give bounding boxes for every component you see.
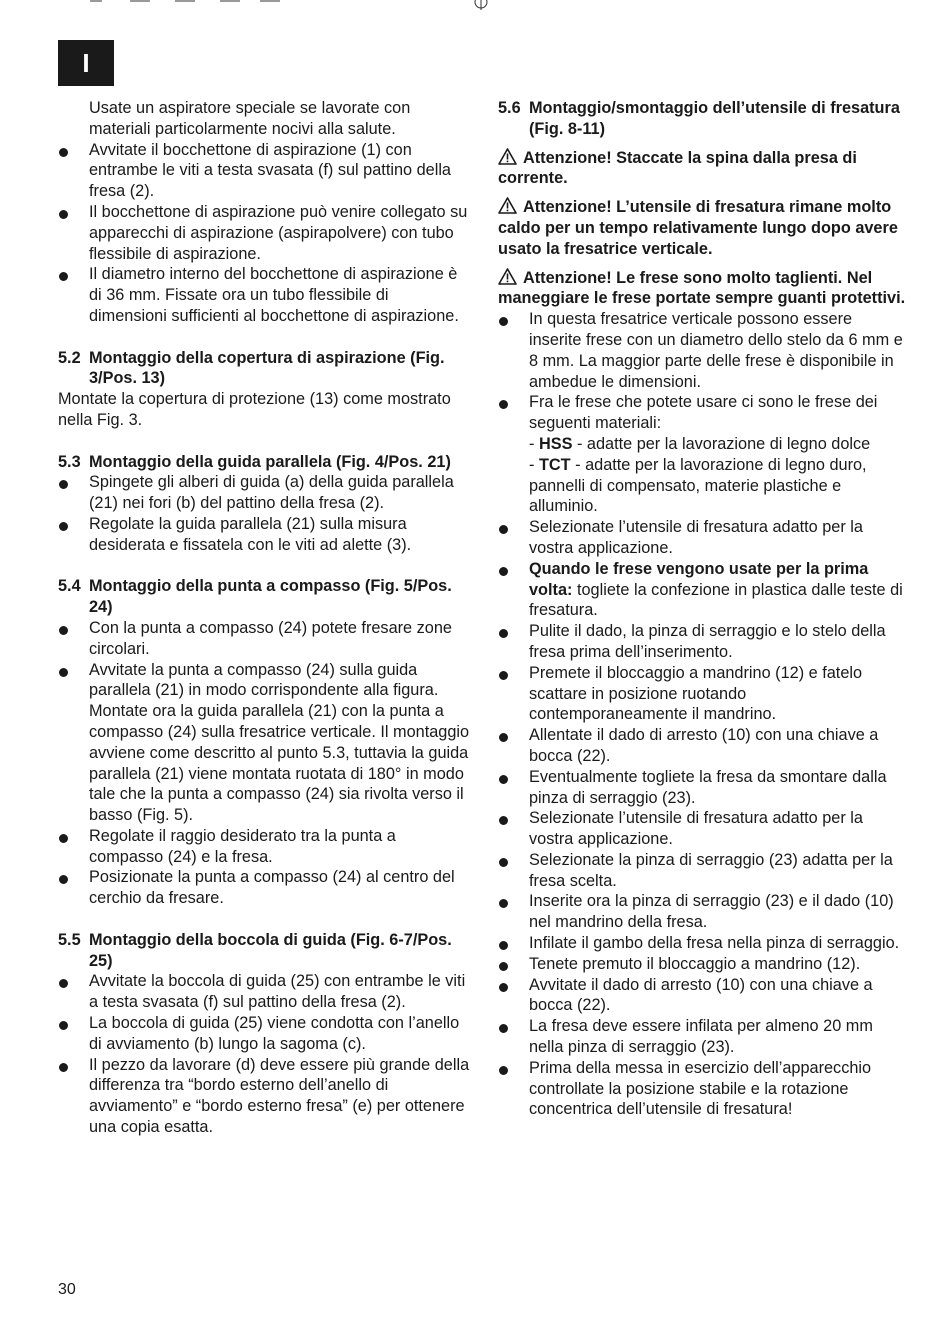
list-item-text: togliete la confezione in plastica dalle teste di fresatura. bbox=[529, 580, 903, 620]
list-item: Pulite il dado, la pinza di serraggio e lo stelo della fresa prima dell’inserimento. bbox=[498, 621, 906, 663]
intro-text: Usate un aspiratore speciale se lavorate con materiali particolarmente nocivi alla salute. bbox=[89, 99, 411, 138]
section-heading-5-6 bbox=[498, 98, 906, 140]
list-item: Premete il bloccaggio a mandrino (12) e fatelo scattare in posizione ruotando contemporaneamente il mandrino. bbox=[498, 663, 906, 725]
warning-text: Attenzione! Le frese sono molto taglienti. Nel maneggiare le frese portate sempre guanti protettivi. bbox=[498, 268, 906, 308]
tct-text: - adatte per la lavorazione di legno duro, pannelli di compensato, materie plastiche e alluminio. bbox=[529, 455, 867, 516]
list-item: Selezionate l’utensile di fresatura adatto per la vostra applicazione. bbox=[498, 808, 906, 850]
section-number: 5.5 bbox=[58, 930, 81, 949]
section-title: Montaggio della punta a compasso (Fig. 5/Pos. 24) bbox=[89, 577, 452, 617]
section-heading-5-3 bbox=[58, 452, 470, 473]
section-heading-5-4 bbox=[58, 576, 470, 618]
list-item bbox=[498, 559, 906, 621]
warning-note bbox=[498, 148, 906, 190]
list-item: Infilate il gambo della fresa nella pinza di serraggio. bbox=[498, 933, 906, 954]
warning-triangle-icon bbox=[498, 148, 517, 165]
list-item: Allentate il dado di arresto (10) con una chiave a bocca (22). bbox=[498, 725, 906, 767]
list-item: Selezionate la pinza di serraggio (23) adatta per la fresa scelta. bbox=[498, 850, 906, 892]
section-heading-5-2 bbox=[58, 348, 470, 390]
list-item: Eventualmente togliete la fresa da smontare dalla pinza di serraggio (23). bbox=[498, 767, 906, 809]
list-item-text: Fra le frese che potete usare ci sono le frese dei seguenti materiali: bbox=[529, 393, 878, 433]
list-item: Con la punta a compasso (24) potete fresare zone circolari. bbox=[58, 618, 470, 660]
section-number: 5.6 bbox=[498, 99, 521, 117]
section-number: 5.3 bbox=[58, 452, 81, 471]
list-item: La fresa deve essere infilata per almeno 20 mm nella pinza di serraggio (23). bbox=[498, 1016, 906, 1058]
hss-text: - adatte per la lavorazione di legno dolce bbox=[572, 434, 871, 453]
section-title: Montaggio della boccola di guida (Fig. 6-7/Pos. 25) bbox=[89, 930, 452, 970]
section-number: 5.4 bbox=[58, 577, 81, 596]
warning-triangle-icon bbox=[498, 268, 517, 285]
list-item: Avvitate la boccola di guida (25) con entrambe le viti a testa svasata (f) sul pattino della fresa (2). bbox=[58, 971, 470, 1013]
section-title: Montaggio/smontaggio dell’utensile di fresatura (Fig. 8-11) bbox=[529, 99, 900, 138]
list-item: Avvitate il bocchettone di aspirazione (1) con entrambe le viti a testa svasata (f) sul pattino della fresa (2). bbox=[58, 140, 470, 202]
tct-label: TCT bbox=[538, 455, 571, 474]
section-title: Montaggio della copertura di aspirazione (Fig. 3/Pos. 13) bbox=[89, 348, 445, 388]
section-heading-5-5 bbox=[58, 930, 470, 972]
list-item: Inserite ora la pinza di serraggio (23) e il dado (10) nel mandrino della fresa. bbox=[498, 891, 906, 933]
list-item: La boccola di guida (25) viene condotta con l’anello di avviamento (b) lungo la sagoma (c). bbox=[58, 1013, 470, 1055]
list-item-bold: Quando le frese vengono usate per la prima volta: bbox=[529, 559, 869, 599]
list-item: Spingete gli alberi di guida (a) della guida parallela (21) nei fori (b) del pattino della fresa (2). bbox=[58, 472, 470, 514]
left-column bbox=[58, 98, 470, 1138]
section-number: 5.2 bbox=[58, 348, 81, 367]
warning-note bbox=[498, 197, 906, 259]
language-tab: I bbox=[58, 40, 114, 86]
list-item: Il diametro interno del bocchettone di aspirazione è di 36 mm. Fissate ora un tubo flessibile di dimensioni sufficienti al bocchettone di aspirazione. bbox=[58, 264, 470, 326]
warning-text: Attenzione! Staccate la spina dalla presa di corrente. bbox=[498, 148, 857, 188]
right-column bbox=[498, 98, 906, 1120]
list-item: Avvitate il dado di arresto (10) con una chiave a bocca (22). bbox=[498, 975, 906, 1017]
list-item: Prima della messa in esercizio dell’apparecchio controllate la posizione stabile e la rotazione concentrica dell’utensile di fresatura! bbox=[498, 1058, 906, 1120]
warning-note bbox=[498, 268, 906, 310]
section-title: Montaggio della guida parallela (Fig. 4/Pos. 21) bbox=[89, 452, 451, 471]
list-item: Avvitate la punta a compasso (24) sulla guida parallela (21) in modo corrispondente alla figura. Montate ora la guida parallela (21) con la punta a compasso (24) sulla fresatrice verticale. Il montaggio avviene come descritto al punto 5.3, tuttavia la guida parallela (21) viene montata ruotata di 180° in modo tale che la punta a compasso (24) sia rivolta verso il basso (Fig. 5). bbox=[58, 660, 470, 826]
hss-label: HSS bbox=[538, 434, 573, 453]
page-number: 30 bbox=[58, 1281, 76, 1298]
body-text: Montate la copertura di protezione (13) come mostrato nella Fig. 3. bbox=[58, 390, 451, 429]
list-item: Regolate il raggio desiderato tra la punta a compasso (24) e la fresa. bbox=[58, 826, 470, 868]
registration-mark-icon bbox=[474, 0, 488, 10]
top-print-marks bbox=[90, 0, 280, 4]
list-item: Tenete premuto il bloccaggio a mandrino (12). bbox=[498, 954, 906, 975]
list-item: In questa fresatrice verticale possono essere inserite frese con un diametro dello stelo da 6 mm e 8 mm. La maggior parte delle frese è disponibile in ambedue le dimensioni. bbox=[498, 309, 906, 392]
warning-text: Attenzione! L’utensile di fresatura rimane molto caldo per un tempo relativamente lungo dopo avere usato la fresatrice verticale. bbox=[498, 198, 898, 258]
list-item: Il bocchettone di aspirazione può venire collegato su apparecchi di aspirazione (aspirapolvere) con tubo flessibile di aspirazione. bbox=[58, 202, 470, 264]
warning-triangle-icon bbox=[498, 197, 517, 214]
list-item: Regolate la guida parallela (21) sulla misura desiderata e fissatela con le viti ad alette (3). bbox=[58, 514, 470, 556]
list-item: Il pezzo da lavorare (d) deve essere più grande della differenza tra “bordo esterno dell’anello di avviamento” e “bordo esterno fresa” (e) per ottenere una copia esatta. bbox=[58, 1055, 470, 1138]
list-item: Fra le frese che potete usare ci sono le frese dei seguenti materiali: - HSS - adatte per la lavorazione di legno dolce - TCT - adatte per la lavorazione di legno duro, pannelli di compensato, materie plastiche e alluminio. bbox=[498, 392, 906, 517]
list-item: Selezionate l’utensile di fresatura adatto per la vostra applicazione. bbox=[498, 517, 906, 559]
list-item: Posizionate la punta a compasso (24) al centro del cerchio da fresare. bbox=[58, 867, 470, 909]
